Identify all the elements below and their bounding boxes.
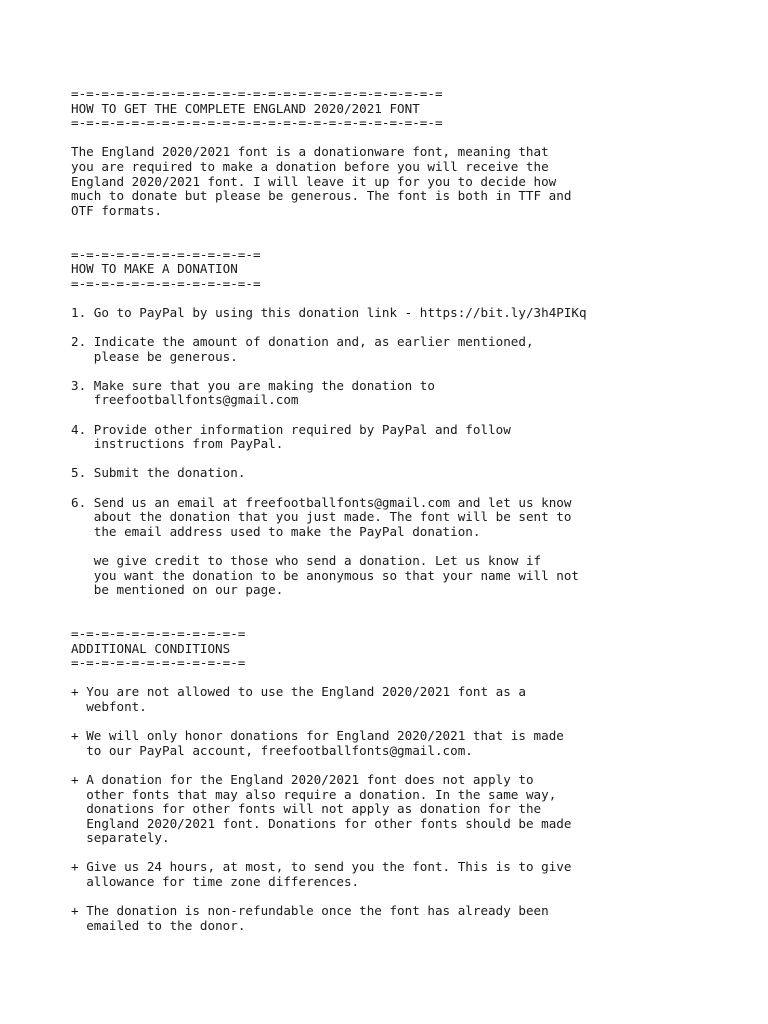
step-text: the email address used to make the PayPal donation. xyxy=(93,523,481,539)
rule-bottom-1: =-=-=-=-=-=-=-=-=-=-=-=-=-=-=-=-=-=-=-=-=-=-=-=-= xyxy=(71,115,443,131)
condition-text: Give us 24 hours, at most, to send you the font. This is to give xyxy=(86,859,572,875)
section-title-make-donation: HOW TO MAKE A DONATION xyxy=(71,261,238,277)
rule-bottom-3: =-=-=-=-=-=-=-=-=-=-=-= xyxy=(71,655,246,671)
step-text: Go to PayPal by using this donation link - https://bit.ly/3h4PIKq xyxy=(93,304,587,320)
condition-text: separately. xyxy=(86,830,170,846)
step-6 xyxy=(71,496,751,598)
step-text: Send us an email at freefootballfonts@gmail.com and let us know xyxy=(93,494,572,510)
step-number: 6. xyxy=(71,494,87,510)
rule-top-1: =-=-=-=-=-=-=-=-=-=-=-=-=-=-=-=-=-=-=-=-=-=-=-=-= xyxy=(71,86,443,101)
condition-2 xyxy=(71,729,751,758)
bullet-marker: + xyxy=(71,684,79,700)
step-2 xyxy=(71,335,751,364)
condition-text: The donation is non-refundable once the font has already been xyxy=(86,903,549,919)
condition-text: donations for other fonts will not apply as donation for the xyxy=(86,801,542,817)
step-number: 2. xyxy=(71,334,87,350)
condition-text: England 2020/2021 font. Donations for other fonts should be made xyxy=(86,815,572,831)
condition-text: webfont. xyxy=(86,698,147,714)
paragraph-line: OTF formats. xyxy=(71,202,162,218)
step-number: 5. xyxy=(71,465,87,481)
condition-text: to our PayPal account, freefootballfonts@gmail.com. xyxy=(86,742,473,758)
step-4 xyxy=(71,423,751,452)
step-number: 4. xyxy=(71,421,87,437)
condition-text: We will only honor donations for England 2020/2021 that is made xyxy=(86,728,564,744)
step-3 xyxy=(71,379,751,408)
bullet-marker: + xyxy=(71,903,79,919)
condition-5 xyxy=(71,904,751,933)
paragraph-line: much to donate but please be generous. The font is both in TTF and xyxy=(71,188,572,204)
bullet-marker: + xyxy=(71,859,79,875)
condition-text: emailed to the donor. xyxy=(86,917,246,933)
step-text: instructions from PayPal. xyxy=(93,436,284,452)
step-number: 1. xyxy=(71,304,87,320)
rule-bottom-2: =-=-=-=-=-=-=-=-=-=-=-=-= xyxy=(71,275,261,291)
condition-text: other fonts that may also require a donation. In the same way, xyxy=(86,786,557,802)
condition-4 xyxy=(71,860,751,889)
condition-3 xyxy=(71,773,751,846)
document xyxy=(71,87,751,933)
step-text: Provide other information required by PayPal and follow xyxy=(93,421,511,437)
paragraph-line: England 2020/2021 font. I will leave it up for you to decide how xyxy=(71,173,557,189)
credit-note-line: be mentioned on our page. xyxy=(93,582,284,598)
condition-text: A donation for the England 2020/2021 font does not apply to xyxy=(86,771,534,787)
condition-text: allowance for time zone differences. xyxy=(86,874,360,890)
step-5 xyxy=(71,466,751,481)
step-text: freefootballfonts@gmail.com xyxy=(93,392,299,408)
step-number: 3. xyxy=(71,377,87,393)
rule-top-2: =-=-=-=-=-=-=-=-=-=-=-=-= xyxy=(71,246,261,262)
step-text: please be generous. xyxy=(93,348,238,364)
paragraph-line: you are required to make a donation before you will receive the xyxy=(71,158,549,174)
credit-note-line: you want the donation to be anonymous so that your name will not xyxy=(93,567,580,583)
section-title-additional-conditions: ADDITIONAL CONDITIONS xyxy=(71,640,231,656)
intro-paragraph xyxy=(71,145,751,218)
bullet-marker: + xyxy=(71,728,79,744)
paragraph-line: The England 2020/2021 font is a donationware font, meaning that xyxy=(71,144,549,160)
condition-text: You are not allowed to use the England 2020/2021 font as a xyxy=(86,684,526,700)
step-1 xyxy=(71,306,751,321)
step-text: about the donation that you just made. The font will be sent to xyxy=(93,509,572,525)
step-text: Make sure that you are making the donation to xyxy=(93,377,435,393)
section-title-get-font: HOW TO GET THE COMPLETE ENGLAND 2020/2021 FONT xyxy=(71,100,420,116)
rule-top-3: =-=-=-=-=-=-=-=-=-=-=-= xyxy=(71,625,246,641)
condition-1 xyxy=(71,685,751,714)
bullet-marker: + xyxy=(71,771,79,787)
credit-note-line: we give credit to those who send a donation. Let us know if xyxy=(93,553,542,568)
step-text: Submit the donation. xyxy=(93,465,246,481)
step-text: Indicate the amount of donation and, as earlier mentioned, xyxy=(93,334,534,350)
